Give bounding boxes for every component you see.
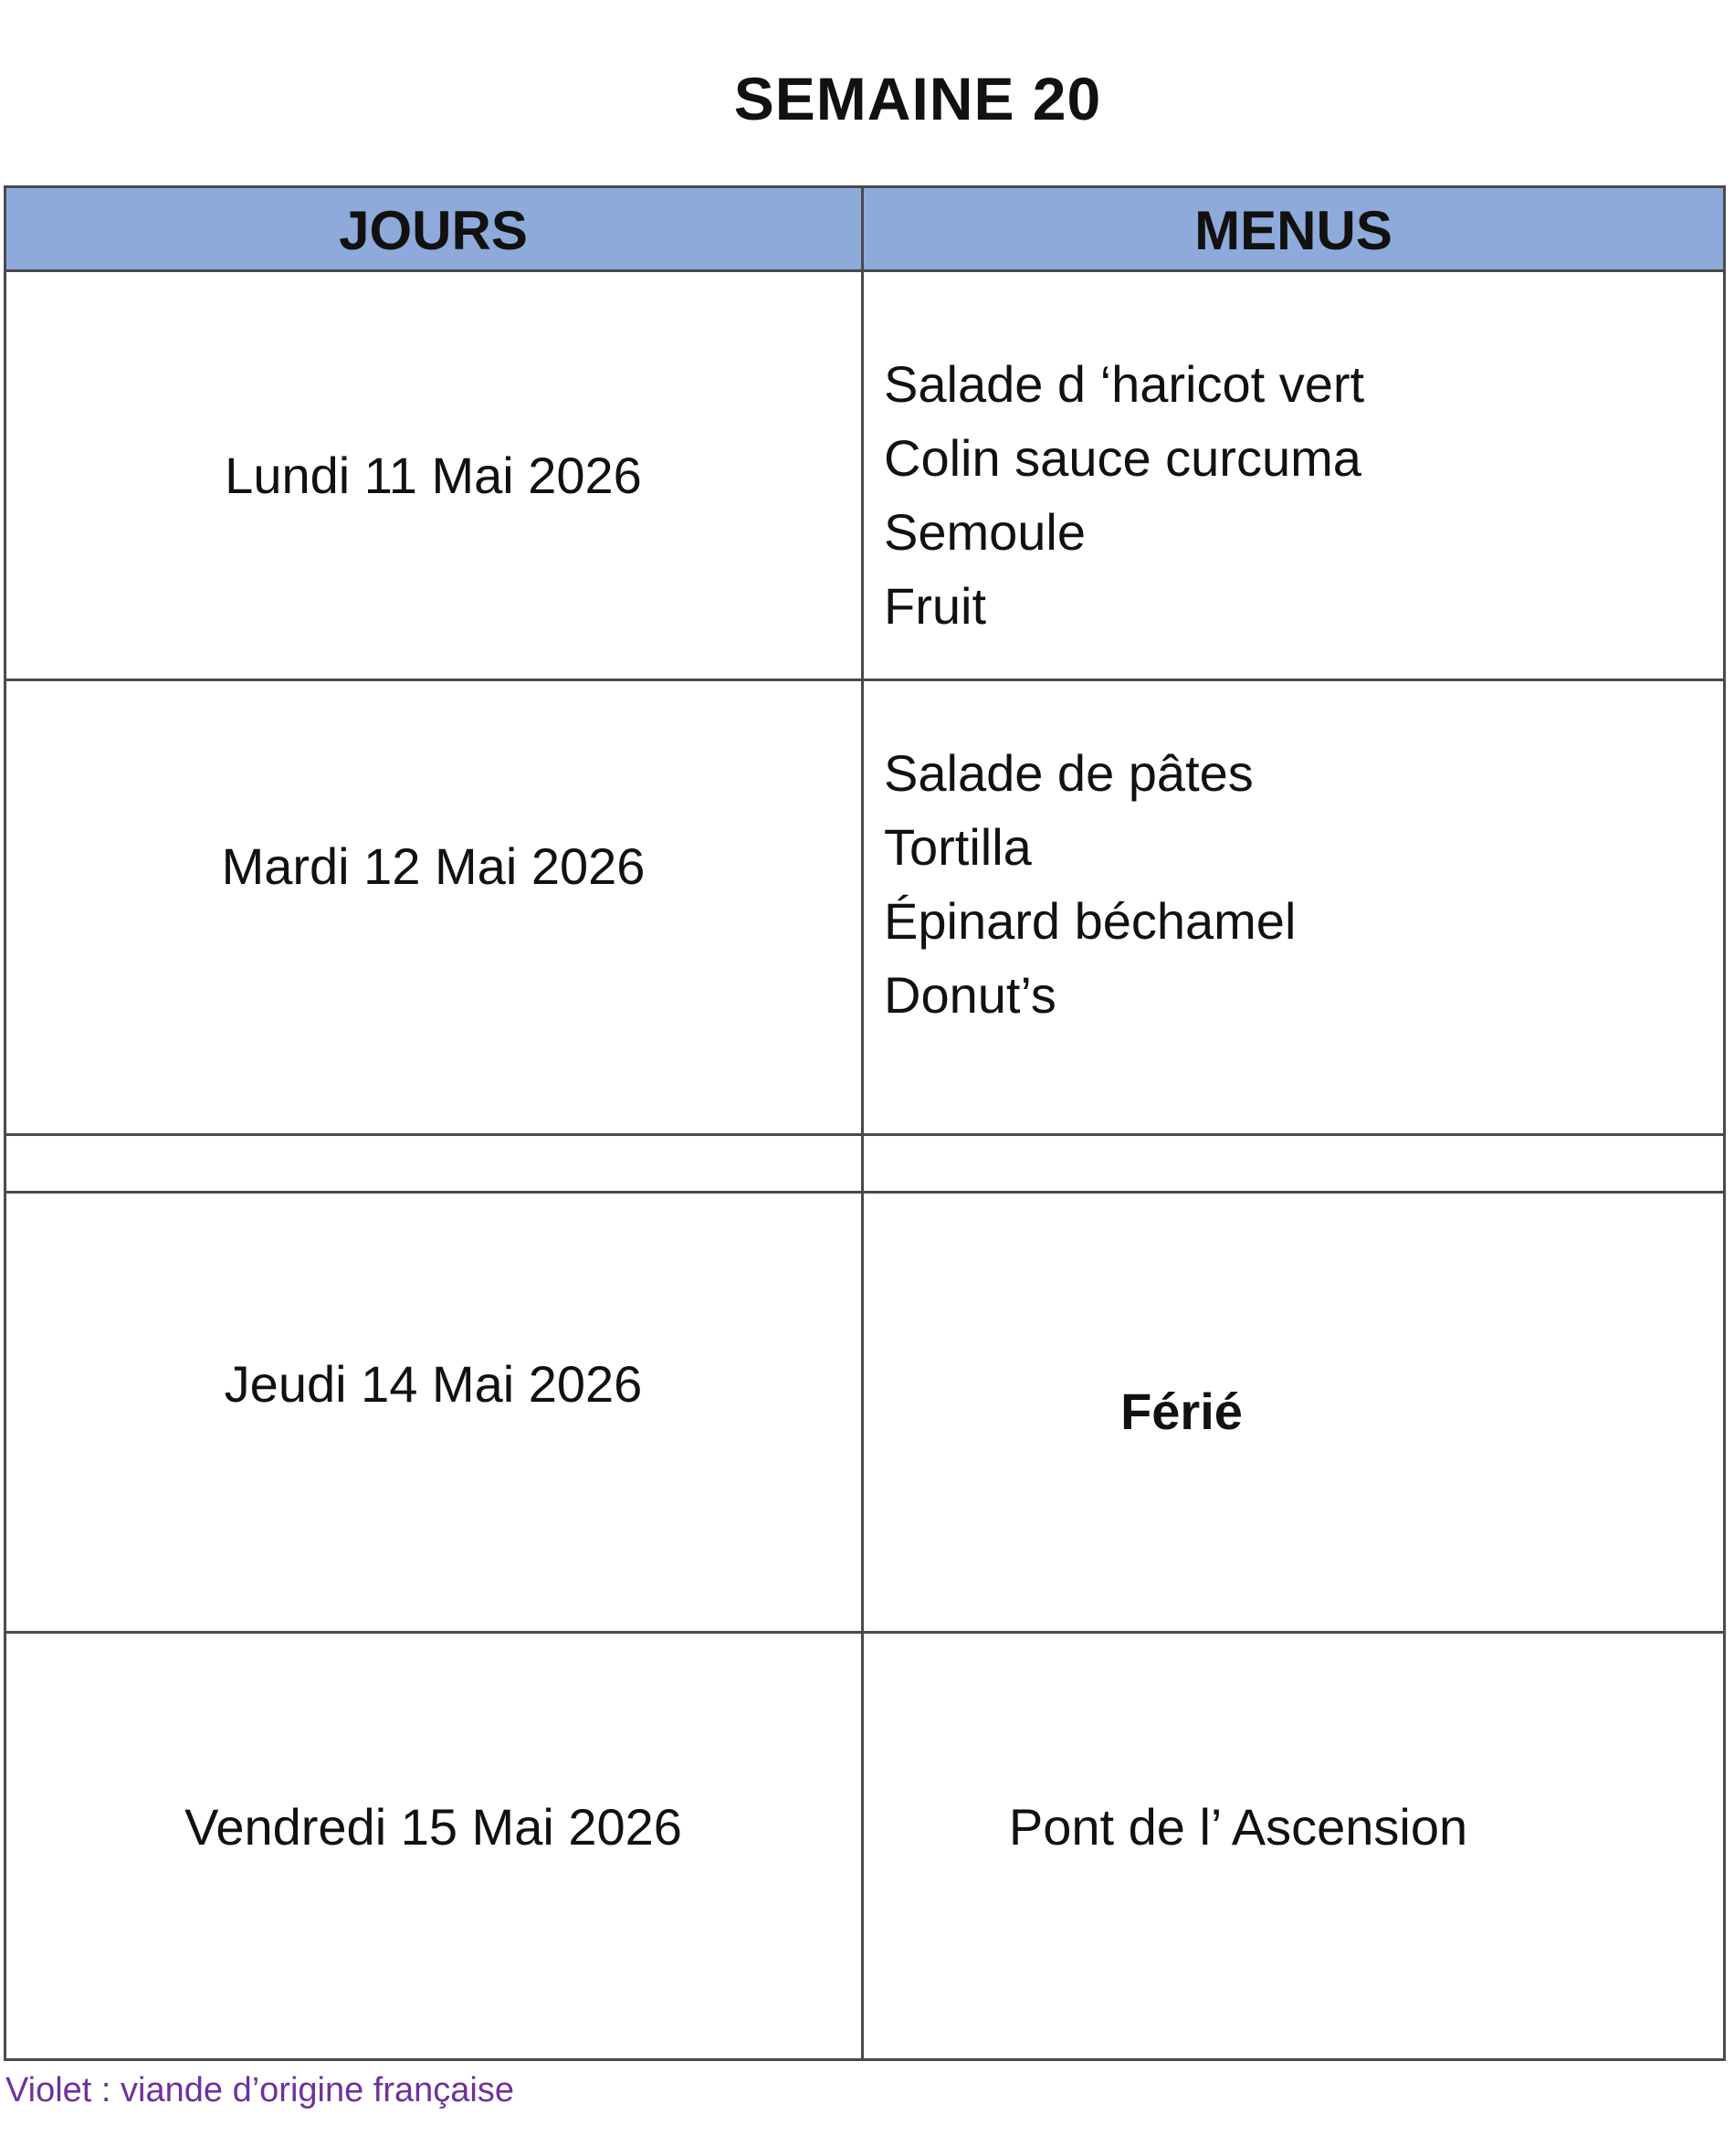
day-label: Lundi 11 Mai 2026 (225, 447, 642, 504)
menu-item: Tortilla (884, 818, 1032, 876)
day-label: Vendredi 15 Mai 2026 (184, 1797, 682, 1856)
menu-item: Salade d ‘haricot vert (884, 355, 1365, 413)
menu-text: Pont de l’ Ascension (1008, 1797, 1468, 1856)
day-label: Mardi 12 Mai 2026 (221, 837, 646, 895)
row-divider (4, 1133, 1726, 1136)
menu-cell (862, 1306, 1501, 1516)
menu-item: Colin sauce curcuma (884, 429, 1361, 487)
header-menus: MENUS (1194, 200, 1392, 261)
page-title: SEMAINE 20 (733, 65, 1102, 132)
legend-note: Violet : viande d’origine française (5, 2071, 514, 2109)
menu-item: Fruit (884, 577, 986, 635)
menu-holiday-text: Férié (1120, 1382, 1243, 1440)
menu-item: Épinard béchamel (884, 892, 1297, 950)
header-days: JOURS (339, 200, 528, 261)
menu-item: Semoule (884, 503, 1087, 561)
menu-item: Salade de pâtes (884, 744, 1254, 802)
day-cell (5, 1278, 861, 1488)
day-cell (5, 1735, 861, 1918)
menu-cell (862, 1735, 1614, 1918)
row-divider (4, 1631, 1726, 1634)
menu-cell (862, 736, 1724, 1032)
row-divider (4, 1191, 1726, 1194)
menu-item: Donut’s (884, 966, 1056, 1024)
day-cell (5, 681, 861, 1051)
table-border-bottom (4, 2058, 1726, 2061)
day-cell (5, 272, 861, 678)
day-label: Jeudi 14 Mai 2026 (224, 1354, 643, 1413)
menu-cell (862, 347, 1724, 643)
